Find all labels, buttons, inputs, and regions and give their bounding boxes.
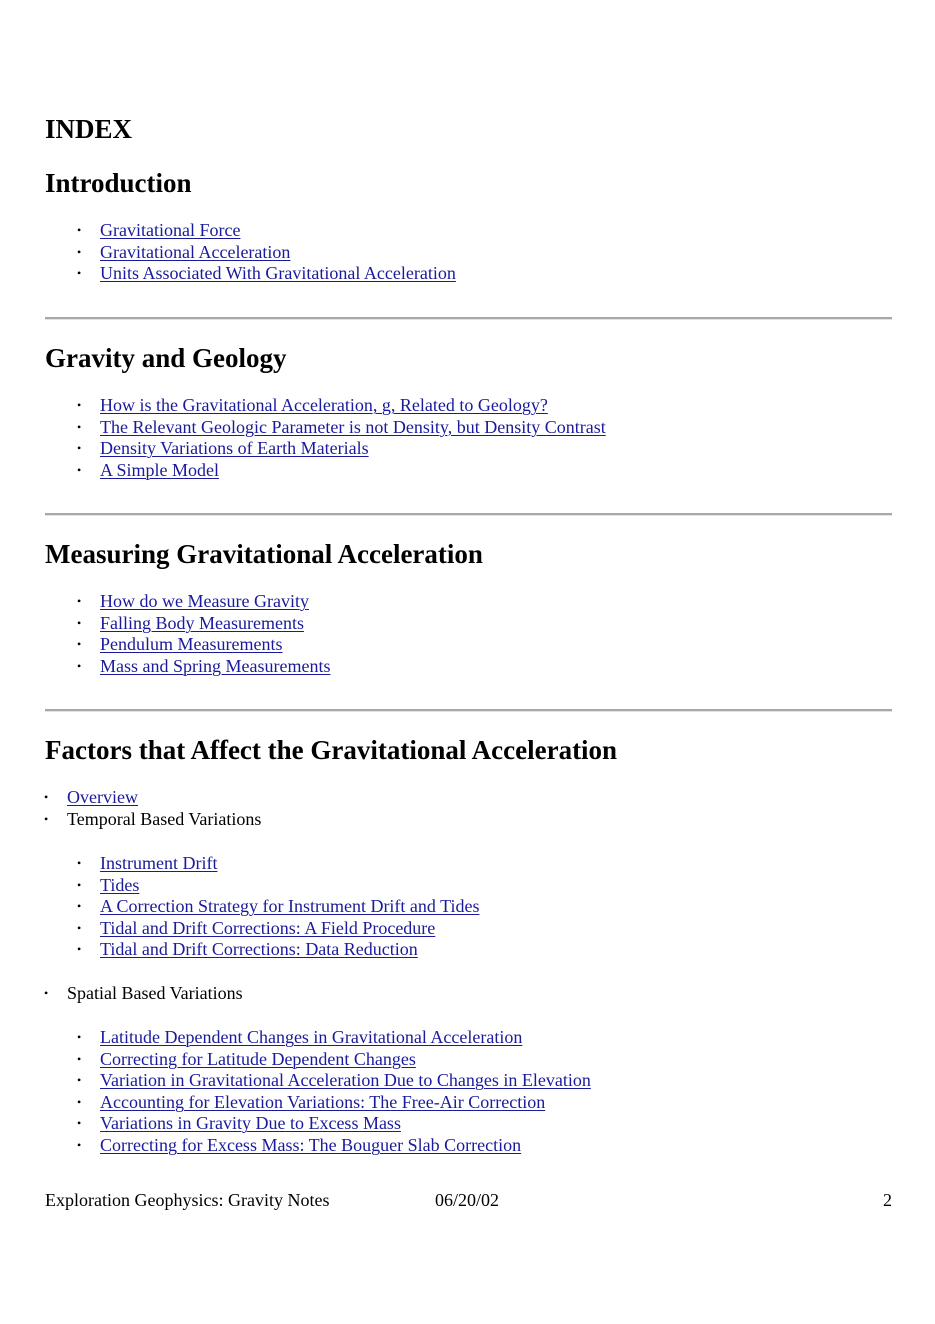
bullet: • xyxy=(44,790,49,804)
spatial-link-list xyxy=(77,1027,591,1157)
bullet: • xyxy=(77,462,82,477)
list-item xyxy=(77,655,331,678)
link-measure-gravity[interactable]: How do we Measure Gravity xyxy=(100,591,309,611)
bullet: • xyxy=(77,942,82,957)
link-elevation-variation[interactable]: Variation in Gravitational Acceleration Due to Changes in Elevation xyxy=(100,1070,591,1091)
link-pendulum[interactable]: Pendulum Measurements xyxy=(100,634,283,655)
list-item xyxy=(77,896,480,918)
list-item xyxy=(77,263,456,285)
introduction-link-list xyxy=(77,220,456,285)
list-item xyxy=(77,395,606,417)
bullet: • xyxy=(44,811,49,826)
list-item xyxy=(44,787,261,809)
bullet: • xyxy=(77,594,82,608)
bullet: • xyxy=(77,615,82,630)
link-data-reduction[interactable]: Tidal and Drift Corrections: Data Reduction xyxy=(100,939,418,960)
list-item xyxy=(77,591,330,613)
list-item xyxy=(77,874,479,897)
link-instrument-drift[interactable]: Instrument Drift xyxy=(100,853,218,873)
temporal-link-list xyxy=(77,853,480,961)
list-item xyxy=(77,939,479,961)
link-overview[interactable]: Overview xyxy=(67,787,138,807)
list-item xyxy=(77,1091,591,1114)
link-bouguer-slab[interactable]: Correcting for Excess Mass: The Bouguer Slab Correction xyxy=(100,1134,522,1155)
link-gravitational-acceleration[interactable]: Gravitational Acceleration xyxy=(100,241,291,262)
section-divider xyxy=(45,317,892,320)
bullet: • xyxy=(77,877,82,892)
list-item xyxy=(77,1113,591,1135)
section-heading-factors: Factors that Affect the Gravitational Acceleration xyxy=(45,735,618,765)
footer-title: Exploration Geophysics: Gravity Notes xyxy=(45,1190,330,1210)
bullet: • xyxy=(77,899,82,914)
link-units-gravitational-acceleration[interactable]: Units Associated With Gravitational Acceleration xyxy=(100,263,456,284)
measuring-link-list xyxy=(77,591,331,677)
list-item xyxy=(44,983,243,1005)
spatial-top-list xyxy=(44,983,243,1005)
section-divider xyxy=(45,709,892,712)
list-item xyxy=(77,220,456,242)
bullet: • xyxy=(77,398,82,412)
link-field-procedure[interactable]: Tidal and Drift Corrections: A Field Procedure xyxy=(100,917,436,938)
link-gravitational-force[interactable]: Gravitational Force xyxy=(100,220,241,240)
bullet: • xyxy=(77,266,82,281)
link-excess-mass[interactable]: Variations in Gravity Due to Excess Mass xyxy=(100,1113,401,1134)
footer-page-number: 2 xyxy=(883,1190,892,1210)
section-heading-introduction: Introduction xyxy=(45,168,192,198)
list-item xyxy=(77,416,606,439)
section-heading-measuring-gravitational-acceleration: Measuring Gravitational Acceleration xyxy=(45,539,483,569)
list-item xyxy=(44,808,262,831)
list-item xyxy=(77,241,456,264)
bullet: • xyxy=(77,1137,82,1152)
list-item xyxy=(77,1048,591,1071)
list-item xyxy=(77,1027,591,1049)
list-item xyxy=(77,853,479,875)
list-item xyxy=(77,1134,591,1157)
section-divider xyxy=(45,513,892,516)
list-item xyxy=(77,438,606,460)
link-tides[interactable]: Tides xyxy=(100,874,140,895)
bullet: • xyxy=(77,856,82,870)
link-mass-spring[interactable]: Mass and Spring Measurements xyxy=(100,655,331,676)
footer-date: 06/20/02 xyxy=(435,1190,500,1210)
bullet: • xyxy=(44,986,49,1000)
link-free-air-correction[interactable]: Accounting for Elevation Variations: The Free-Air Correction xyxy=(100,1091,546,1112)
bullet: • xyxy=(77,244,82,259)
list-item xyxy=(77,459,606,482)
bullet: • xyxy=(77,1116,82,1131)
link-correction-strategy[interactable]: A Correction Strategy for Instrument Drift and Tides xyxy=(100,896,480,917)
bullet: • xyxy=(77,637,82,652)
list-item xyxy=(77,634,330,656)
bullet: • xyxy=(77,1030,82,1044)
gravity-geology-link-list xyxy=(77,395,606,481)
index-heading: INDEX xyxy=(45,114,133,144)
bullet: • xyxy=(77,419,82,434)
bullet: • xyxy=(77,658,82,673)
link-simple-model[interactable]: A Simple Model xyxy=(100,459,220,480)
temporal-variations-label: Temporal Based Variations xyxy=(67,808,262,829)
bullet: • xyxy=(77,1051,82,1066)
bullet: • xyxy=(77,441,82,456)
link-correcting-latitude[interactable]: Correcting for Latitude Dependent Changes xyxy=(100,1048,416,1069)
section-heading-gravity-and-geology: Gravity and Geology xyxy=(45,343,287,373)
link-gravity-related-to-geology[interactable]: How is the Gravitational Acceleration, g, Related to Geology? xyxy=(100,395,548,415)
link-latitude-changes[interactable]: Latitude Dependent Changes in Gravitational Acceleration xyxy=(100,1027,523,1047)
list-item xyxy=(77,612,330,635)
link-density-contrast[interactable]: The Relevant Geologic Parameter is not Density, but Density Contrast xyxy=(100,416,606,437)
link-density-variations[interactable]: Density Variations of Earth Materials xyxy=(100,438,369,459)
bullet: • xyxy=(77,920,82,935)
list-item xyxy=(77,1070,591,1092)
bullet: • xyxy=(77,1073,82,1088)
factors-top-list xyxy=(44,787,262,830)
list-item xyxy=(77,917,479,940)
bullet: • xyxy=(77,223,82,237)
link-falling-body[interactable]: Falling Body Measurements xyxy=(100,612,304,633)
spatial-variations-label: Spatial Based Variations xyxy=(67,983,243,1003)
bullet: • xyxy=(77,1094,82,1109)
